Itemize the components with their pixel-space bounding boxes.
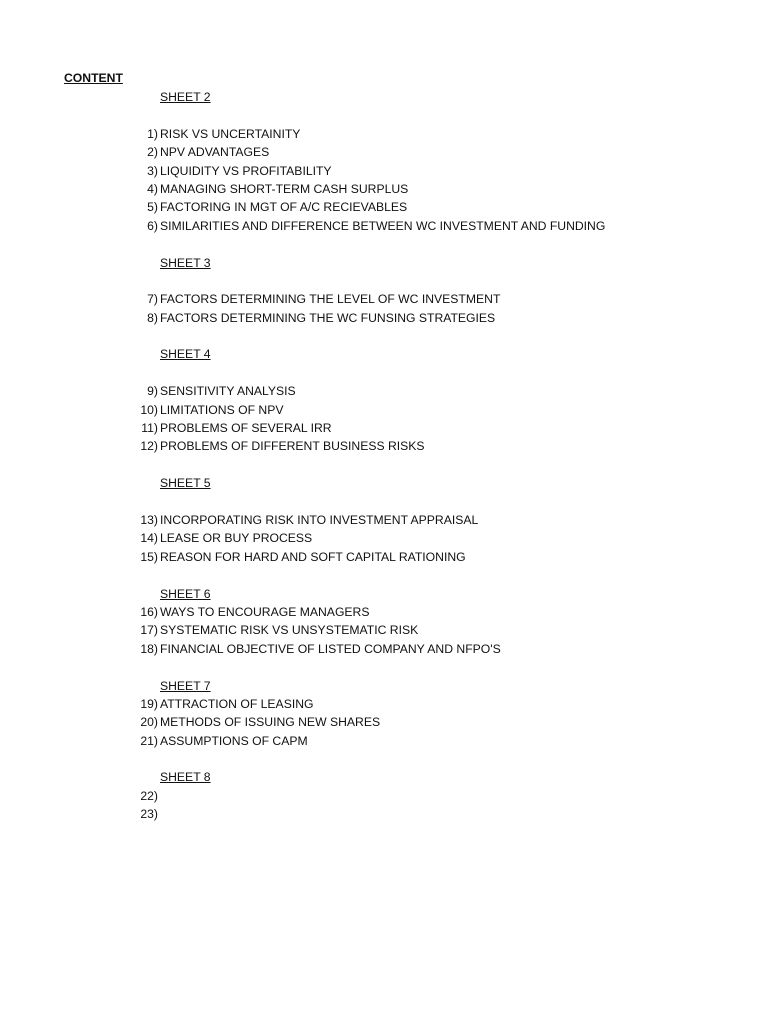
list-item: [0, 732, 768, 750]
item-title: METHODS OF ISSUING NEW SHARES: [160, 715, 381, 730]
item-title: SENSITIVITY ANALYSIS: [160, 384, 296, 399]
table-of-contents: [0, 88, 768, 824]
item-number: 23): [140, 807, 158, 822]
list-item: [0, 621, 768, 639]
list-item: [0, 419, 768, 437]
item-title: SYSTEMATIC RISK VS UNSYSTEMATIC RISK: [160, 623, 419, 638]
item-number: 2): [147, 145, 158, 160]
item-title: FINANCIAL OBJECTIVE OF LISTED COMPANY AND NFPO'S: [160, 641, 501, 656]
list-item: [0, 290, 768, 308]
list-item: [0, 548, 768, 566]
page-title: CONTENT: [64, 71, 123, 85]
list-item: [0, 713, 768, 731]
item-title: WAYS TO ENCOURAGE MANAGERS: [160, 604, 370, 619]
spacer: [0, 106, 768, 124]
item-number: 17): [140, 623, 158, 638]
spacer: [0, 750, 768, 768]
spacer: [0, 272, 768, 290]
item-title: RISK VS UNCERTAINITY: [160, 126, 301, 141]
sheet-heading-8: SHEET 8: [160, 770, 211, 785]
item-number: 22): [140, 788, 158, 803]
item-title: PROBLEMS OF DIFFERENT BUSINESS RISKS: [160, 439, 425, 454]
item-title: SIMILARITIES AND DIFFERENCE BETWEEN WC INVESTMENT AND FUNDING: [160, 218, 606, 233]
list-item: [0, 787, 768, 805]
list-item: [0, 805, 768, 823]
list-item: [0, 437, 768, 455]
item-title: MANAGING SHORT-TERM CASH SURPLUS: [160, 181, 409, 196]
item-number: 6): [147, 218, 158, 233]
item-number: 1): [147, 126, 158, 141]
item-title: INCORPORATING RISK INTO INVESTMENT APPRAISAL: [160, 512, 479, 527]
item-number: 7): [147, 292, 158, 307]
item-title: REASON FOR HARD AND SOFT CAPITAL RATIONING: [160, 549, 466, 564]
item-number: 14): [140, 531, 158, 546]
list-item: [0, 198, 768, 216]
spacer: [0, 566, 768, 584]
sheet-heading-4: SHEET 4: [160, 347, 211, 362]
item-number: 13): [140, 512, 158, 527]
spacer: [0, 493, 768, 511]
item-title: NPV ADVANTAGES: [160, 145, 270, 160]
item-number: 3): [147, 163, 158, 178]
item-number: 20): [140, 715, 158, 730]
list-item: [0, 382, 768, 400]
item-title: ASSUMPTIONS OF CAPM: [160, 733, 308, 748]
item-number: 11): [141, 421, 158, 436]
item-number: 8): [147, 310, 158, 325]
item-number: 21): [140, 733, 158, 748]
item-title: LEASE OR BUY PROCESS: [160, 531, 313, 546]
item-title: FACTORS DETERMINING THE WC FUNSING STRATEGIES: [160, 310, 496, 325]
sheet-heading-7: SHEET 7: [160, 678, 211, 693]
list-item: [0, 529, 768, 547]
spacer: [0, 235, 768, 253]
item-title: ATTRACTION OF LEASING: [160, 696, 314, 711]
spacer: [0, 327, 768, 345]
item-number: 16): [140, 604, 158, 619]
item-title: FACTORS DETERMINING THE LEVEL OF WC INVESTMENT: [160, 292, 501, 307]
list-item: [0, 695, 768, 713]
sheet-heading-3: SHEET 3: [160, 255, 211, 270]
item-title: PROBLEMS OF SEVERAL IRR: [160, 421, 332, 436]
list-item: [0, 511, 768, 529]
sheet-heading-5: SHEET 5: [160, 476, 211, 491]
item-number: 18): [140, 641, 158, 656]
spacer: [0, 456, 768, 474]
spacer: [0, 364, 768, 382]
item-number: 9): [147, 384, 158, 399]
list-item: [0, 143, 768, 161]
item-title: LIQUIDITY VS PROFITABILITY: [160, 163, 332, 178]
sheet-heading-6: SHEET 6: [160, 586, 211, 601]
list-item: [0, 603, 768, 621]
list-item: [0, 640, 768, 658]
list-item: [0, 309, 768, 327]
item-number: 19): [140, 696, 158, 711]
item-number: 12): [140, 439, 158, 454]
spacer: [0, 658, 768, 676]
list-item: [0, 180, 768, 198]
list-item: [0, 162, 768, 180]
list-item: [0, 125, 768, 143]
list-item: [0, 401, 768, 419]
item-number: 4): [147, 181, 158, 196]
list-item: [0, 217, 768, 235]
item-number: 10): [140, 402, 158, 417]
sheet-heading-2: SHEET 2: [160, 90, 211, 104]
item-title: FACTORING IN MGT OF A/C RECIEVABLES: [160, 200, 408, 215]
item-title: LIMITATIONS OF NPV: [160, 402, 284, 417]
item-number: 15): [140, 549, 158, 564]
item-number: 5): [147, 200, 158, 215]
